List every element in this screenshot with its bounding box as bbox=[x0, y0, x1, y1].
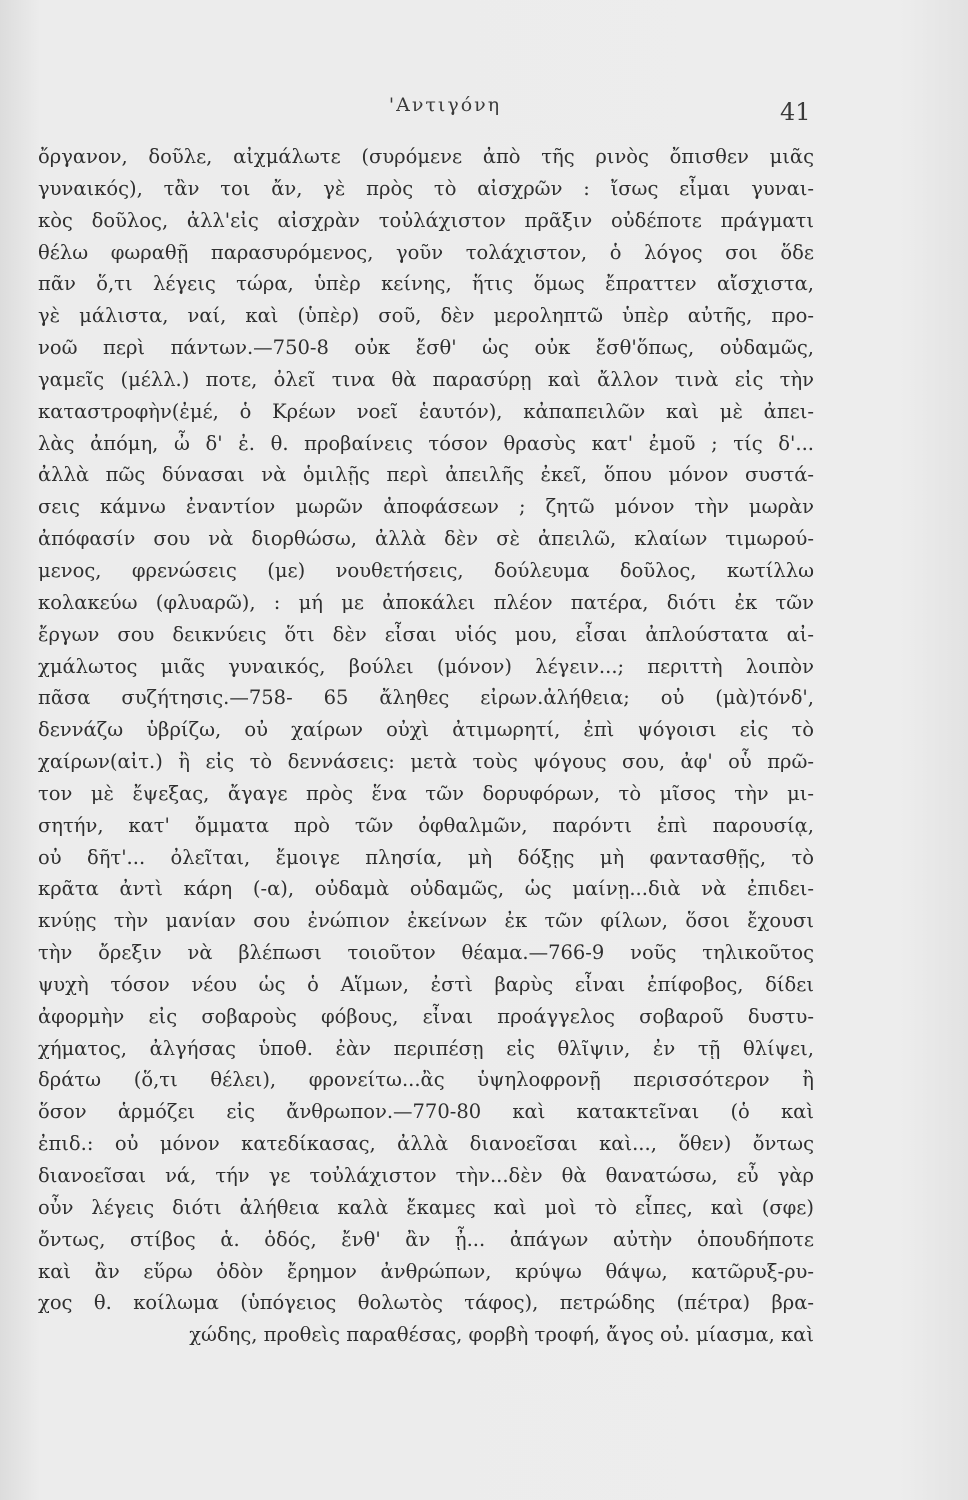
text-line: ὄργανον, δοῦλε, αἰχμάλωτε (συρόμενε ἀπὸ τῆς ρινὸς ὄπισθεν μιᾶς bbox=[38, 145, 814, 168]
text-line: ἀπόφασίν σου νὰ διορθώσω, ἀλλὰ δὲν σὲ ἀπειλῶ, κλαίων τιμωρού- bbox=[38, 527, 814, 551]
text-line: λὰς ἀπόμη, ὦ δ' ἐ. θ. προβαίνεις τόσον θρασὺς κατ' ἐμοῦ ; τίς δ'... bbox=[38, 431, 814, 455]
text-line: κολακεύω (φλυαρῶ), : μή με ἀποκάλει πλέον πατέρα, διότι ἐκ τῶν bbox=[38, 590, 814, 614]
text-line: νοῶ περὶ πάντων.—750-8 οὐκ ἔσθ' ὡς οὐκ ἔσθ'ὅπως, οὐδαμῶς, bbox=[38, 336, 814, 360]
text-line: πᾶν ὅ,τι λέγεις τώρα, ὑπὲρ κείνης, ἥτις ὅμως ἔπραττεν αἴσχιστα, bbox=[38, 272, 814, 296]
text-line: οὖν λέγεις διότι ἀλήθεια καλὰ ἔκαμες καὶ μοὶ τὸ εἶπες, καὶ (σφε) bbox=[38, 1195, 814, 1219]
text-line: ὅσον ἁρμόζει εἰς ἄνθρωπον.—770-80 καὶ κατακτεῖναι (ὁ καὶ bbox=[38, 1100, 814, 1124]
text-line: ἔργων σου δεικνύεις ὅτι δὲν εἶσαι υἱός μου, εἶσαι ἀπλούστατα αἰ- bbox=[38, 622, 814, 646]
text-line: κνύῃς τὴν μανίαν σου ἐνώπιον ἐκείνων ἐκ τῶν φίλων, ὅσοι ἔχουσι bbox=[38, 909, 814, 933]
text-line: δεννάζω ὑβρίζω, οὐ χαίρων οὐχὶ ἀτιμωρητί, ἐπὶ ψόγοισι εἰς τὸ bbox=[38, 718, 814, 742]
text-line: χήματος, ἀλγήσας ὑποθ. ἐὰν περιπέσῃ εἰς θλῖψιν, ἐν τῇ θλίψει, bbox=[38, 1036, 814, 1060]
text-line: πᾶσα συζήτησις.—758- 65 ἄληθες εἰρων.ἀλήθεια; οὐ (μὰ)τόνδ', bbox=[38, 686, 814, 710]
text-line: μενος, φρενώσεις (με) νουθετήσεις, δούλευμα δοῦλος, κωτίλλω bbox=[38, 558, 814, 582]
text-line: καταστροφὴν(ἐμέ, ὁ Κρέων νοεῖ ἑαυτόν), κἀπαπειλῶν καὶ μὲ ἀπει- bbox=[38, 399, 814, 423]
text-line: χος θ. κοίλωμα (ὑπόγειος θολωτὸς τάφος), πετρώδης (πέτρα) βρα- bbox=[38, 1291, 814, 1315]
text-line: σητήν, κατ' ὄμματα πρὸ τῶν ὀφθαλμῶν, παρόντι ἐπὶ παρουσίᾳ, bbox=[38, 813, 814, 837]
text-line: ψυχὴ τόσον νέου ὡς ὁ Αἵμων, ἐστὶ βαρὺς εἶναι ἐπίφοβος, δίδει bbox=[38, 972, 814, 996]
commentary-text bbox=[38, 141, 814, 1351]
text-line: γυναικός), τἂν τοι ἄν, γὲ πρὸς τὸ αἰσχρῶν : ἴσως εἶμαι γυναι- bbox=[38, 176, 814, 200]
text-line: διανοεῖσαι νά, τήν γε τοὐλάχιστον τὴν...δὲν θὰ θανατώσω, εὖ γὰρ bbox=[38, 1164, 814, 1187]
text-line: ἀλλὰ πῶς δύνασαι νὰ ὁμιλῇς περὶ ἀπειλῆς ἐκεῖ, ὅπου μόνον συστά- bbox=[38, 463, 814, 487]
text-line: γὲ μάλιστα, ναί, καὶ (ὑπὲρ) σοῦ, δὲν μεροληπτῶ ὑπὲρ αὐτῆς, προ- bbox=[38, 304, 814, 328]
text-line: θέλω φωραθῇ παρασυρόμενος, γοῦν τολάχιστον, ὁ λόγος σοι ὅδε bbox=[38, 240, 814, 264]
text-line: γαμεῖς (μέλλ.) ποτε, ὀλεῖ τινα θὰ παρασύρῃ καὶ ἄλλον τινὰ εἰς τὴν bbox=[38, 367, 814, 391]
text-line: χώδης, προθεὶς παραθέσας, φορβὴ τροφή, ἄγος οὐ. μίασμα, καὶ bbox=[189, 1323, 814, 1347]
running-title: 'Αντιγόνη bbox=[388, 94, 502, 116]
text-line: χαίρων(αἰτ.) ἢ εἰς τὸ δεννάσεις: μετὰ τοὺς ψόγους σου, ἀφ' οὗ πρῶ- bbox=[38, 750, 814, 774]
text-line: τον μὲ ἔψεξας, ἄγαγε πρὸς ἕνα τῶν δορυφόρων, τὸ μῖσος τὴν μι- bbox=[38, 781, 814, 805]
text-line: τὴν ὄρεξιν νὰ βλέπωσι τοιοῦτον θέαμα.—766-9 νοῦς τηλικοῦτος bbox=[38, 941, 814, 965]
text-line: ἀφορμὴν εἰς σοβαροὺς φόβους, εἶναι προάγγελος σοβαροῦ δυστυ- bbox=[38, 1004, 814, 1028]
text-line: οὐ δῆτ'... ὀλεῖται, ἔμοιγε πλησία, μὴ δόξῃς μὴ φαντασθῇς, τὸ bbox=[38, 845, 814, 869]
text-line: δράτω (ὅ,τι θέλει), φρονείτω...ἂς ὑψηλοφρονῇ περισσότερον ἢ bbox=[38, 1068, 814, 1092]
text-line: χμάλωτος μιᾶς γυναικός, βούλει (μόνον) λέγειν...; περιττὴ λοιπὸν bbox=[38, 654, 814, 678]
text-line: καὶ ἂν εὕρω ὁδὸν ἔρημον ἀνθρώπων, κρύψω θάψω, κατῶρυξ-ρυ- bbox=[38, 1259, 814, 1283]
page-header bbox=[0, 94, 968, 124]
text-line: ὄντως, στίβος ἁ. ὁδός, ἔνθ' ἂν ᾖ... ἀπάγων αὐτὴν ὁπουδήποτε bbox=[38, 1227, 814, 1251]
text-line: ἐπιδ.: οὐ μόνον κατεδίκασας, ἀλλὰ διανοεῖσαι καὶ..., ὅθεν) ὄντως bbox=[38, 1132, 814, 1156]
text-line: κὸς δοῦλος, ἀλλ'εἰς αἰσχρὰν τοὐλάχιστον πρᾶξιν οὐδέποτε πράγματι bbox=[38, 208, 814, 232]
text-line: σεις κάμνω ἐναντίον μωρῶν ἀποφάσεων ; ζητῶ μόνον τὴν μωρὰν bbox=[38, 495, 814, 519]
text-line: κρᾶτα ἀντὶ κάρη (-α), οὐδαμὰ οὐδαμῶς, ὡς μαίνῃ...διὰ νὰ ἐπιδει- bbox=[38, 877, 814, 901]
page-number: 41 bbox=[780, 98, 811, 126]
